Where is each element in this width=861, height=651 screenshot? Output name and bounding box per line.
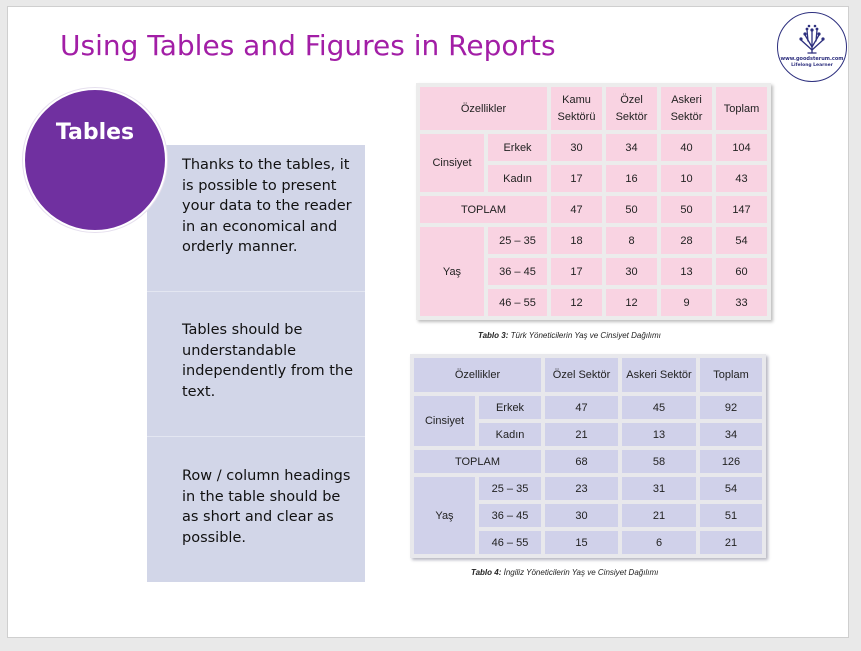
table-cell: 58 bbox=[622, 450, 696, 473]
table-header: Toplam bbox=[716, 87, 767, 130]
bullet-1: Thanks to the tables, it is possible to present your data to the reader in an economical and orderly manner. bbox=[182, 157, 352, 255]
table-cell: 34 bbox=[606, 134, 657, 161]
table-cell: 33 bbox=[716, 289, 767, 316]
table-header: Özellikler bbox=[420, 87, 547, 130]
table-cell: 21 bbox=[545, 423, 618, 446]
row-label: 25 – 35 bbox=[488, 227, 547, 254]
table-cell: 10 bbox=[661, 165, 712, 192]
table-cell: 6 bbox=[622, 531, 696, 554]
bullet-2: Tables should be understandable independently from the text. bbox=[182, 322, 354, 400]
section-circle bbox=[23, 88, 167, 232]
caption-number: Tablo 3: bbox=[478, 331, 509, 340]
row-label: 25 – 35 bbox=[479, 477, 541, 500]
row-group-label: Cinsiyet bbox=[414, 396, 475, 446]
table-header: Özel Sektör bbox=[545, 358, 618, 392]
total-label: TOPLAM bbox=[414, 450, 541, 473]
table-cell: 51 bbox=[700, 504, 762, 527]
table-header: Toplam bbox=[700, 358, 762, 392]
tree-icon bbox=[778, 13, 846, 81]
table-cell: 16 bbox=[606, 165, 657, 192]
table-cell: 147 bbox=[716, 196, 767, 223]
row-label: Kadın bbox=[479, 423, 541, 446]
table-cell: 30 bbox=[551, 134, 602, 161]
table-cell: 18 bbox=[551, 227, 602, 254]
row-label: 36 – 45 bbox=[479, 504, 541, 527]
row-group-label: Yaş bbox=[420, 227, 484, 316]
divider bbox=[147, 291, 365, 292]
table-cell: 12 bbox=[606, 289, 657, 316]
table-cell: 34 bbox=[700, 423, 762, 446]
table-cell: 15 bbox=[545, 531, 618, 554]
table-cell: 45 bbox=[622, 396, 696, 419]
table-cell: 17 bbox=[551, 165, 602, 192]
table-cell: 17 bbox=[551, 258, 602, 285]
row-label: 46 – 55 bbox=[479, 531, 541, 554]
row-label: Erkek bbox=[479, 396, 541, 419]
row-label: 36 – 45 bbox=[488, 258, 547, 285]
table-cell: 126 bbox=[700, 450, 762, 473]
table-3-caption bbox=[478, 331, 661, 340]
table-cell: 54 bbox=[716, 227, 767, 254]
table-cell: 12 bbox=[551, 289, 602, 316]
row-label: Erkek bbox=[488, 134, 547, 161]
table-header: Askeri Sektör bbox=[661, 87, 712, 130]
total-label: TOPLAM bbox=[420, 196, 547, 223]
table-cell: 13 bbox=[661, 258, 712, 285]
logo-motto: Lifelong Learner bbox=[791, 63, 833, 68]
table-4 bbox=[410, 354, 766, 558]
section-label: Tables bbox=[55, 120, 135, 145]
caption-text: Türk Yöneticilerin Yaş ve Cinsiyet Dağılımı bbox=[510, 331, 661, 340]
slide bbox=[7, 6, 849, 638]
table-3 bbox=[416, 83, 771, 320]
table-cell: 30 bbox=[606, 258, 657, 285]
table-header: Özel Sektör bbox=[606, 87, 657, 130]
table-cell: 43 bbox=[716, 165, 767, 192]
table-cell: 54 bbox=[700, 477, 762, 500]
table-cell: 28 bbox=[661, 227, 712, 254]
table-cell: 23 bbox=[545, 477, 618, 500]
table-header: Kamu Sektörü bbox=[551, 87, 602, 130]
row-label: 46 – 55 bbox=[488, 289, 547, 316]
slide-title: Using Tables and Figures in Reports bbox=[60, 29, 556, 62]
table-cell: 50 bbox=[606, 196, 657, 223]
bullet-3: Row / column headings in the table should be as short and clear as possible. bbox=[182, 468, 351, 546]
row-label: Kadın bbox=[488, 165, 547, 192]
caption-number: Tablo 4: bbox=[471, 568, 502, 577]
caption-text: İngiliz Yöneticilerin Yaş ve Cinsiyet Dağılımı bbox=[503, 568, 659, 577]
table-cell: 21 bbox=[622, 504, 696, 527]
table-cell: 60 bbox=[716, 258, 767, 285]
table-cell: 9 bbox=[661, 289, 712, 316]
table-4-caption bbox=[471, 568, 658, 577]
table-cell: 92 bbox=[700, 396, 762, 419]
row-group-label: Yaş bbox=[414, 477, 475, 554]
table-cell: 21 bbox=[700, 531, 762, 554]
table-cell: 8 bbox=[606, 227, 657, 254]
logo bbox=[777, 12, 847, 82]
row-group-label: Cinsiyet bbox=[420, 134, 484, 192]
table-cell: 40 bbox=[661, 134, 712, 161]
bullet-panel bbox=[147, 145, 365, 582]
table-header: Özellikler bbox=[414, 358, 541, 392]
table-cell: 47 bbox=[545, 396, 618, 419]
table-cell: 31 bbox=[622, 477, 696, 500]
table-cell: 68 bbox=[545, 450, 618, 473]
table-cell: 50 bbox=[661, 196, 712, 223]
divider bbox=[147, 436, 365, 437]
table-cell: 104 bbox=[716, 134, 767, 161]
table-cell: 13 bbox=[622, 423, 696, 446]
table-cell: 47 bbox=[551, 196, 602, 223]
logo-site: www.goodsterum.com bbox=[780, 56, 844, 62]
table-header: Askeri Sektör bbox=[622, 358, 696, 392]
table-cell: 30 bbox=[545, 504, 618, 527]
